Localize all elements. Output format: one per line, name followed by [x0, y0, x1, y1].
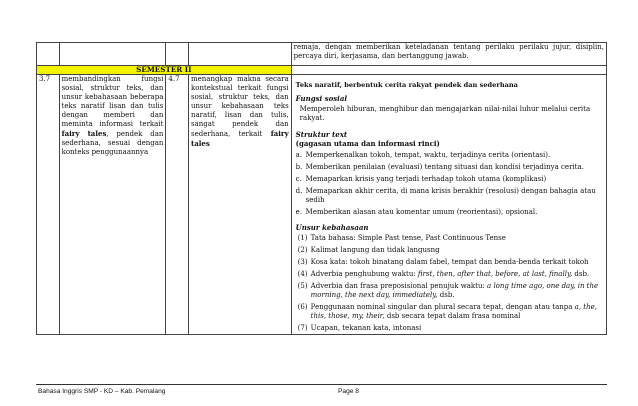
- list-text: Memaparkan krisis yang terjadi terhadap tokoh utama (komplikasi): [305, 175, 547, 183]
- cell-empty: [188, 43, 291, 66]
- fungsi-text: Memperoleh hiburan, menghibur dan mengajarkan nilai-nilai luhur melalui cerita rakyat.: [299, 105, 591, 122]
- list-text: Kosa kata: tokoh binatang dalam fabel, tempat dan benda-benda terkait tokoh: [310, 258, 589, 266]
- list-label: (5): [297, 282, 308, 290]
- list-text: [311, 270, 604, 279]
- list-label: (6): [297, 303, 308, 311]
- table-row-continuation: [37, 43, 607, 66]
- list-text: Tata bahasa: Simple Past tense, Past Continuous Tense: [310, 234, 506, 242]
- list-text-italic: a long time ago, one day, in the morning, the next day, immediately,: [310, 282, 599, 299]
- list-text: Ucapan, tekanan kata, intonasi: [310, 324, 422, 332]
- list-item: [298, 324, 604, 333]
- list-label: (1): [297, 234, 308, 242]
- curriculum-table: [36, 42, 607, 335]
- list-text: Kalimat langung dan tidak langusng: [310, 246, 440, 254]
- page-number: Page 8: [338, 388, 359, 395]
- list-item: [298, 270, 604, 279]
- materi-title: Teks naratif, berbentuk cerita rakyat pendek dan sederhana: [295, 81, 518, 89]
- kd-left-text-b: , pendek dan sederhana, sesuai dengan konteks penggunaannya: [61, 130, 164, 156]
- list-text: Memperkenalkan tokoh, tempat, waktu, terjadinya cerita (orientasi).: [305, 151, 551, 159]
- list-item: [298, 303, 604, 321]
- materi-continuation-text: remaja, dengan memberikan keteladanan tentang perilaku perilaku jujur, disiplin, percaya diri, kerjasama, dan bertanggung jawab.: [291, 43, 606, 66]
- page-footer: [36, 384, 607, 395]
- list-text-part: dsb.: [437, 291, 455, 299]
- list-item: [296, 175, 604, 184]
- list-label: e.: [295, 208, 303, 216]
- list-item: [298, 246, 604, 255]
- semester-heading: SEMESTER II: [37, 66, 292, 75]
- kd-text-right: [188, 75, 291, 335]
- kd-number-left: 3.7: [37, 75, 60, 335]
- cell-empty: [37, 43, 60, 66]
- list-item: [296, 163, 604, 172]
- list-item: [298, 282, 604, 300]
- table-row-kd: [37, 75, 607, 335]
- list-item: [296, 151, 604, 160]
- kd-number-right: 4.7: [166, 75, 189, 335]
- list-label: (3): [297, 258, 308, 266]
- list-label: d.: [295, 187, 303, 195]
- list-text-part: dsb.: [572, 270, 590, 278]
- cell-empty: [166, 43, 189, 66]
- list-item: [296, 187, 604, 205]
- kd-left-text-a: membandingkan fungsi sosial, struktur teks, dan unsur kebahasaan beberapa teks naratif lisan dan tulis dengan memberi dan meminta informasi terkait: [61, 75, 164, 128]
- kd-right-bold: fairy tales: [190, 129, 289, 148]
- list-text-part: dsb secara tepat dalam frasa nominal: [384, 312, 521, 320]
- list-item: [298, 258, 604, 267]
- list-text-part: Adverbia dan frasa preposisional penujuk waktu:: [310, 282, 488, 290]
- unsur-heading: Unsur kebahasaan: [295, 223, 369, 232]
- list-label: c.: [295, 175, 302, 183]
- list-text-part: Penggunaan nominal singular dan plural secara tepat, dengan atau tanpa: [310, 303, 575, 311]
- footer-title: Bahasa Inggris SMP - KD – Kab. Pemalang: [38, 388, 166, 395]
- list-text-italic: a, the, this, those, my, their,: [310, 303, 597, 320]
- list-label: (2): [297, 246, 308, 254]
- cell-empty: [59, 43, 166, 66]
- list-label: b.: [295, 163, 303, 171]
- list-text: Memberikan alasan atau komentar umum (reorientasi), opsional.: [305, 208, 538, 216]
- cell-empty: [291, 66, 606, 75]
- list-label: (7): [297, 324, 308, 332]
- list-label: a.: [295, 151, 303, 159]
- list-item: [296, 208, 604, 217]
- list-text: [311, 303, 604, 321]
- struktur-subheading: (gagasan utama dan informasi rinci): [295, 139, 440, 148]
- kd-left-bold: fairy tales: [61, 129, 107, 138]
- list-text: Memberikan penilaian (evaluasi) tentang situasi dan kondisi terjadinya cerita.: [305, 163, 584, 171]
- list-label: (4): [297, 270, 308, 278]
- list-text: Memaparkan akhir cerita, di mana krisis berakhir (resolusi) dengan bahagia atau sedih: [305, 187, 596, 204]
- materi-cell: [291, 75, 606, 335]
- table-row-semester: [37, 66, 607, 75]
- list-text-part: Adverbia penghubung waktu:: [310, 270, 418, 278]
- list-text-italic: first, then, after that, before, at last, finally,: [417, 270, 573, 278]
- fungsi-heading: Fungsi sosial: [295, 94, 348, 103]
- list-text: [311, 282, 604, 300]
- kd-text-left: [59, 75, 166, 335]
- list-item: [298, 234, 604, 243]
- struktur-heading: Struktur text: [295, 130, 348, 139]
- kd-right-text-a: menangkap makna secara kontekstual terkait fungsi sosial, struktur teks, dan unsur kebahasaan teks naratif, lisan dan tulis, sangat pendek dan sederhana, terkait: [190, 75, 289, 138]
